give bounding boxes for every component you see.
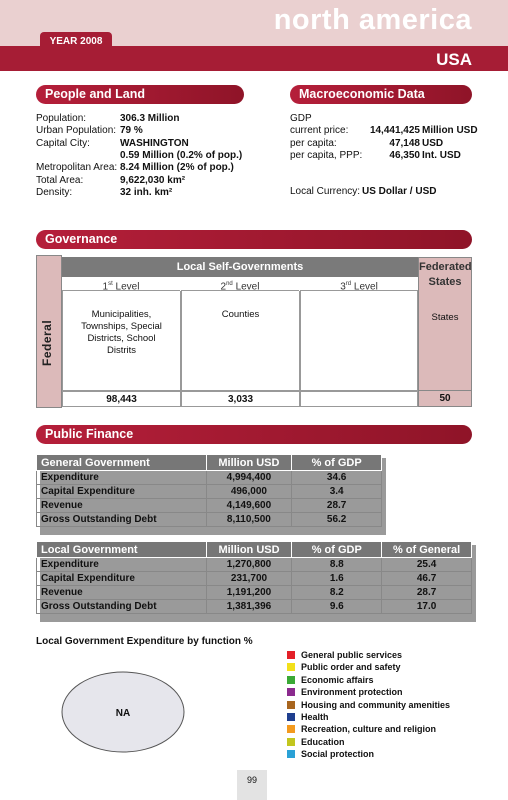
country-name: USA xyxy=(436,50,472,69)
legend-item xyxy=(287,674,450,686)
legend-swatch xyxy=(287,750,295,758)
table-cell: 1.6 xyxy=(292,572,382,586)
table-row xyxy=(37,558,472,572)
currency-value: US Dollar / USD xyxy=(362,186,437,197)
level-number: 2 xyxy=(220,281,227,293)
legend-label: Environment protection xyxy=(301,687,403,698)
macro-unit: Million USD xyxy=(422,125,478,137)
governance-diagram xyxy=(36,255,472,408)
section-macroeconomic: Macroeconomic Data xyxy=(290,85,472,104)
table-cell: 3.4 xyxy=(292,485,382,499)
legend-swatch xyxy=(287,725,295,733)
legend-item xyxy=(287,699,450,711)
legend-swatch xyxy=(287,663,295,671)
legend-item xyxy=(287,723,450,735)
federated-states-box xyxy=(418,257,472,407)
people-land-value: 306.3 Million xyxy=(120,113,180,124)
legend-swatch xyxy=(287,688,295,696)
table-header-cell: Million USD xyxy=(206,455,292,471)
level-header xyxy=(181,277,299,291)
people-land-label: Urban Population: xyxy=(36,125,117,137)
table-cell: 34.6 xyxy=(292,471,382,485)
level-number: 3 xyxy=(340,281,346,293)
table-cell: Capital Expenditure xyxy=(37,485,207,499)
legend-item xyxy=(287,736,450,748)
federated-content: States xyxy=(431,312,459,323)
na-text: NA xyxy=(115,708,131,719)
people-land-value: 32 inh. km² xyxy=(120,186,173,198)
table-cell: Revenue xyxy=(37,499,207,513)
table-cell: 28.7 xyxy=(292,499,382,513)
table-cell: 8.2 xyxy=(292,586,382,600)
people-land-label: Capital City: xyxy=(36,137,90,149)
level-header xyxy=(300,277,418,291)
level-content: Municipalities, Townships, Special Districts, School Distrits xyxy=(62,291,181,391)
lsg-header: Local Self-Governments xyxy=(62,257,418,277)
macro-value: 46,350 xyxy=(389,149,420,161)
legend-item xyxy=(287,649,450,661)
table-header-cell: Local Government xyxy=(37,542,207,558)
level-suffix: nd xyxy=(226,281,233,287)
people-land-label: Population: xyxy=(36,113,87,124)
table-cell: 17.0 xyxy=(382,600,472,614)
people-land-label: Total Area: xyxy=(36,174,84,186)
macro-label: per capita, PPP: xyxy=(290,149,363,161)
people-land-label: Density: xyxy=(36,186,73,198)
legend-label: General public services xyxy=(301,650,403,660)
legend-label: Social protection xyxy=(301,749,375,760)
people-land-value: 8.24 Million (2% of pop.) xyxy=(120,162,234,174)
table-row xyxy=(37,485,382,499)
table-cell: 8,110,500 xyxy=(206,513,292,527)
people-land-value: 79 % xyxy=(120,125,143,137)
level-count: 3,033 xyxy=(181,391,300,407)
table-cell: 28.7 xyxy=(382,586,472,600)
table-header-cell: % of GDP xyxy=(292,455,382,471)
region-title: north america xyxy=(273,4,472,36)
federal-label: Federal xyxy=(40,319,54,366)
table-row xyxy=(37,499,382,513)
federal-box xyxy=(36,255,62,408)
table-row xyxy=(37,586,472,600)
page-number: 99 xyxy=(237,770,267,800)
table-cell: 1,191,200 xyxy=(206,586,292,600)
federated-header: Federated States xyxy=(419,261,472,288)
na-pie xyxy=(60,670,188,754)
federated-count: 50 xyxy=(419,390,471,404)
table-cell: Gross Outstanding Debt xyxy=(37,600,207,614)
legend-swatch xyxy=(287,713,295,721)
level-number: 1 xyxy=(102,281,109,293)
legend-label: Housing and community amenities xyxy=(301,699,451,710)
table-row xyxy=(37,513,382,527)
legend-label: Health xyxy=(301,711,329,722)
table-cell: Revenue xyxy=(37,586,207,600)
macro-block xyxy=(290,113,480,203)
legend-item xyxy=(287,661,450,673)
macro-label: per capita: xyxy=(290,137,337,149)
legend-label: Recreation, culture and religion xyxy=(301,724,437,735)
table-cell: Gross Outstanding Debt xyxy=(37,513,207,527)
gdp-label: GDP xyxy=(290,113,312,124)
local-government-table xyxy=(36,541,472,614)
section-people-land: People and Land xyxy=(36,85,244,104)
legend-swatch xyxy=(287,701,295,709)
macro-label: current price: xyxy=(290,125,349,137)
table-row xyxy=(37,572,472,586)
level-count: 98,443 xyxy=(62,391,181,407)
macro-value: 14,441,425 xyxy=(369,125,420,137)
table-cell: 496,000 xyxy=(206,485,292,499)
table-row xyxy=(37,600,472,614)
legend-label: Education xyxy=(301,736,345,747)
level-header xyxy=(62,277,180,291)
chart-title: Local Government Expenditure by function % xyxy=(36,636,253,647)
table-cell: 25.4 xyxy=(382,558,472,572)
table-cell: Expenditure xyxy=(37,471,207,485)
table-cell: 8.8 xyxy=(292,558,382,572)
table-cell: 56.2 xyxy=(292,513,382,527)
table-header-cell: % of GDP xyxy=(292,542,382,558)
level-suffix: st xyxy=(108,281,113,287)
table-cell: 9.6 xyxy=(292,600,382,614)
table-cell: 231,700 xyxy=(206,572,292,586)
macro-unit: USD xyxy=(422,137,444,149)
level-suffix: rd xyxy=(345,281,352,287)
table-cell: 1,381,396 xyxy=(206,600,292,614)
table-header-cell: % of General xyxy=(382,542,472,558)
legend-swatch xyxy=(287,738,295,746)
people-land-value: WASHINGTON xyxy=(120,137,189,149)
level-word: Level xyxy=(353,281,378,293)
people-land-label: Metropolitan Area: xyxy=(36,162,118,174)
level-content: Counties xyxy=(181,291,300,391)
level-count xyxy=(300,391,418,407)
table-header-cell: General Government xyxy=(37,455,207,471)
legend-swatch xyxy=(287,676,295,684)
level-word: Level xyxy=(115,281,140,293)
legend-label: Economic affairs xyxy=(301,674,374,685)
table-cell: Expenditure xyxy=(37,558,207,572)
table-cell: 1,270,800 xyxy=(206,558,292,572)
section-public-finance: Public Finance xyxy=(36,425,472,444)
macro-value: 47,148 xyxy=(389,137,420,149)
legend-item xyxy=(287,686,450,698)
chart-legend xyxy=(287,649,450,761)
people-land-block xyxy=(36,113,266,213)
table-cell: 46.7 xyxy=(382,572,472,586)
macro-unit: Int. USD xyxy=(422,149,461,161)
table-cell: 4,994,400 xyxy=(206,471,292,485)
legend-item xyxy=(287,711,450,723)
legend-item xyxy=(287,748,450,760)
people-land-value: 9,622,030 km² xyxy=(120,174,186,186)
year-tab: YEAR 2008 xyxy=(40,32,112,52)
currency-label: Local Currency: xyxy=(290,186,361,197)
table-header-cell: Million USD xyxy=(206,542,292,558)
level-content xyxy=(300,291,418,391)
table-row xyxy=(37,471,382,485)
table-cell: Capital Expenditure xyxy=(37,572,207,586)
section-governance: Governance xyxy=(36,230,472,249)
table-cell: 4,149,600 xyxy=(206,499,292,513)
legend-swatch xyxy=(287,651,295,659)
people-land-value: 0.59 Million (0.2% of pop.) xyxy=(120,149,243,161)
general-government-table xyxy=(36,454,382,527)
legend-label: Public order and safety xyxy=(301,662,401,673)
level-word: Level xyxy=(235,281,260,293)
